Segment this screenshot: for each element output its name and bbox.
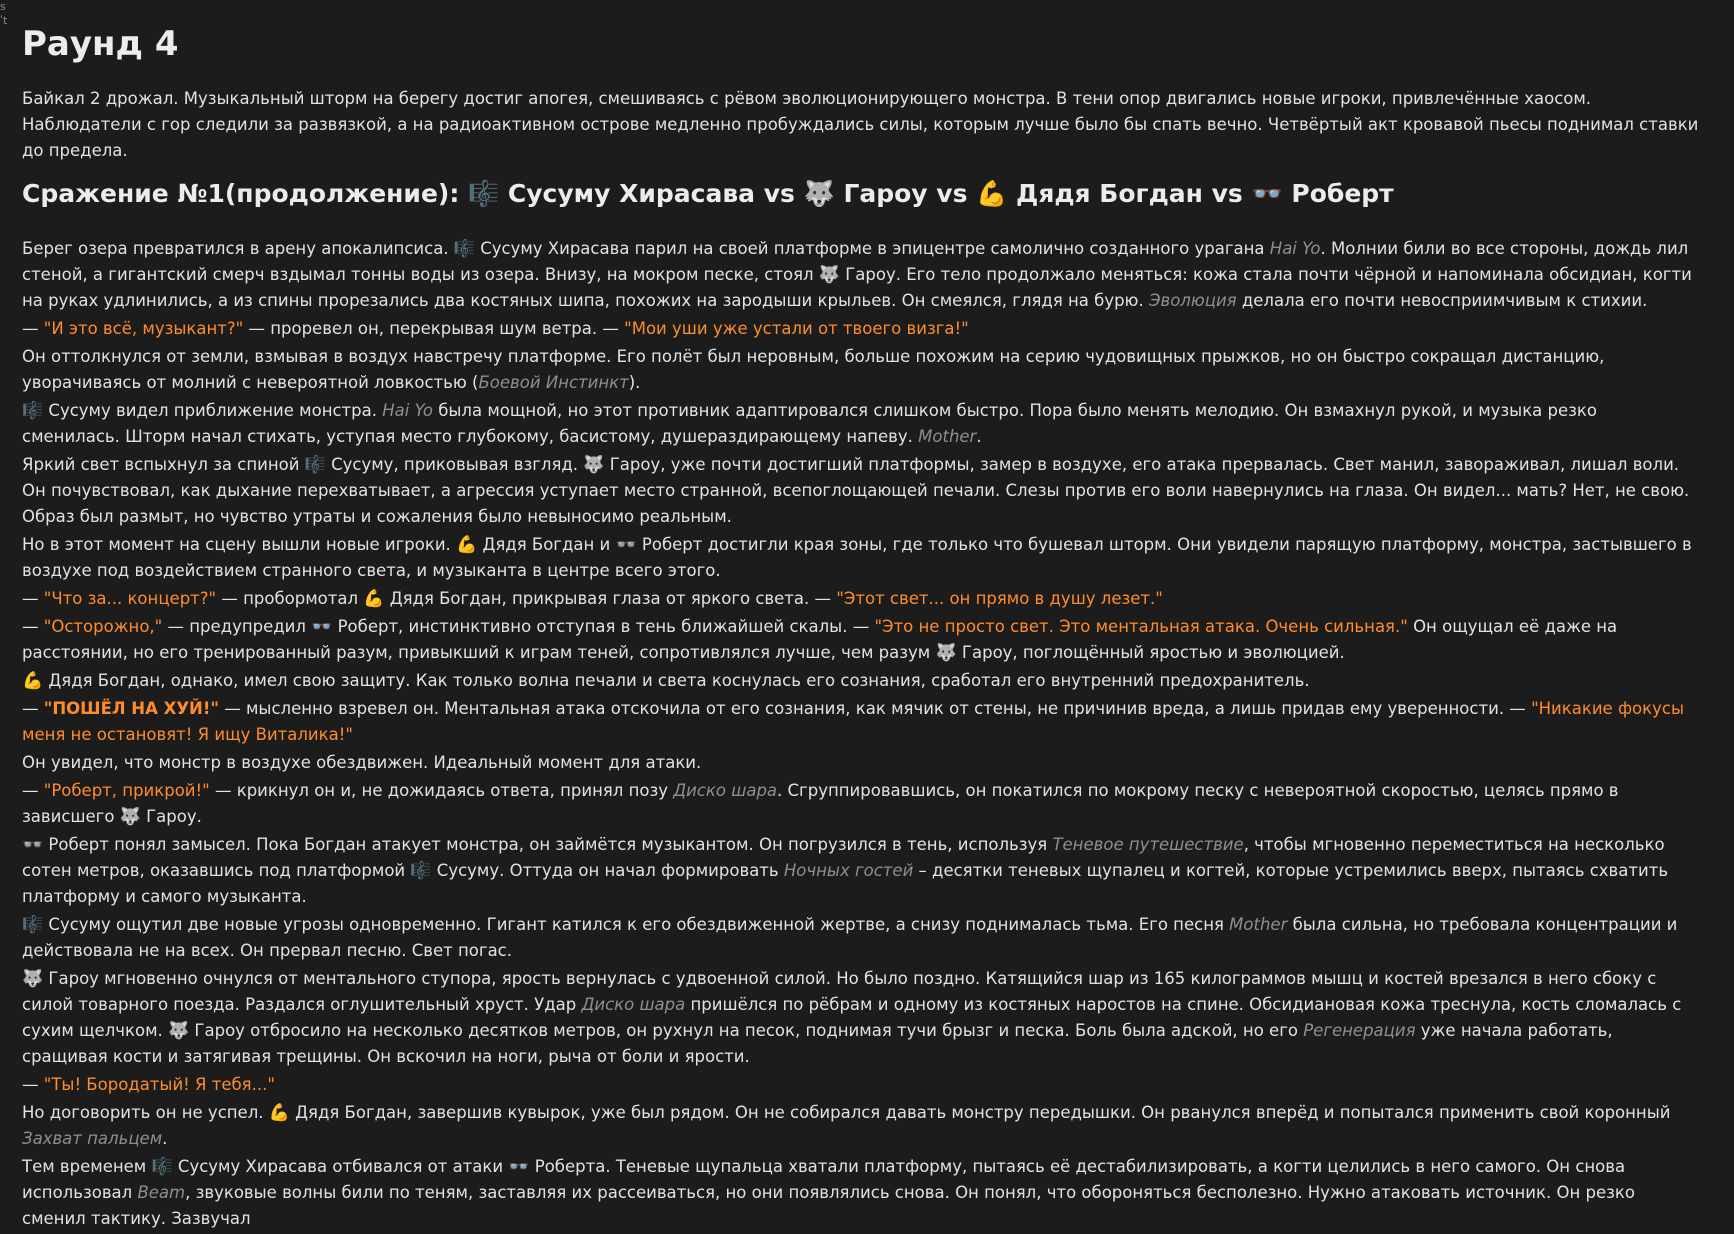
music-notes-icon: 🎼 [453, 239, 475, 259]
story-paragraph [22, 398, 1700, 450]
skill-name: Эволюция [1148, 291, 1237, 310]
text-run: делала его почти невосприимчивым к стихии. [1236, 291, 1648, 310]
speech-quote: "Этот свет... он прямо в душу лезет." [836, 589, 1163, 608]
wolf-icon: 🐺 [818, 265, 840, 285]
text-run: Роберт понял замысел. Пока Богдан атакует монстра, он займётся музыкантом. Он погрузился в тень, используя [43, 835, 1053, 854]
story-paragraph [22, 668, 1700, 694]
skill-name: Боевой Инстинкт [478, 373, 629, 392]
speech-quote: "Роберт, прикрой!" [43, 781, 210, 800]
skill-name: Диско шара [581, 995, 686, 1014]
text-run: ). [628, 373, 641, 392]
skill-name: Захват пальцем [22, 1129, 163, 1148]
text-run: Дядя Богдан, завершив кувырок, уже был рядом. Он не собирался давать монстру передышки. Он рванулся вперёд и попытался применить свой коронный [289, 1103, 1671, 1122]
speech-quote: "Что за... концерт?" [43, 589, 217, 608]
flexed-biceps-icon: 💪 [22, 671, 44, 691]
text-run: Сусуму, приковывая взгляд. [325, 455, 584, 474]
text-run: Тем временем [22, 1157, 152, 1176]
flexed-biceps-icon: 💪 [363, 589, 385, 609]
text-run: Сусуму ощутил две новые угрозы одновременно. Гигант катился к его обездвиженной жертве, а снизу поднималась тьма. Его песня [43, 915, 1230, 934]
text-run: Гароу. Его тело продолжало меняться: кожа стала почти чёрной и напоминала обсидиан, когти на руках удлинились, а из спины прорезались два костяных шипа, похожих на зародыши крыльев. Он смеялся, глядя на бурю. [22, 265, 1692, 310]
wolf-icon: 🐺 [168, 1021, 190, 1041]
wolf-icon: 🐺 [803, 179, 835, 208]
skill-name: Ночных гостей [783, 861, 914, 880]
wolf-icon: 🐺 [22, 969, 44, 989]
music-notes-icon: 🎼 [151, 1157, 173, 1177]
text-run: . Молнии били во все стороны, дождь лил стеной, а гигантский смерч вздымал тонны воды из озера. Внизу, на мокром песке, стоял [22, 239, 1689, 284]
text-run: Дядя Богдан vs [1007, 179, 1252, 208]
wolf-icon: 🐺 [119, 807, 141, 827]
text-run: Яркий свет вспыхнул за спиной [22, 455, 305, 474]
story-paragraph [22, 586, 1700, 612]
music-notes-icon: 🎼 [304, 455, 326, 475]
skill-name: Теневое путешествие [1052, 835, 1244, 854]
story-paragraph [22, 1100, 1700, 1152]
text-run: Сусуму. Оттуда он начал формировать [431, 861, 784, 880]
story-paragraph [22, 912, 1700, 964]
text-run: Дядя Богдан, однако, имел свою защиту. Как только волна печали и света коснулась его сознания, сработал его внутренний предохранитель. [43, 671, 1310, 690]
text-run: Гароу. [140, 807, 202, 826]
text-run: Дядя Богдан и [477, 535, 616, 554]
skill-name: Регенерация [1303, 1021, 1416, 1040]
text-run: Сусуму Хирасава отбивался от атаки [172, 1157, 509, 1176]
text-run: Роберт, инстинктивно отступая в тень ближайшей скалы. — [332, 617, 875, 636]
text-run: пришёлся по рёбрам и одному из костяных наростов на спине. Обсидиановая кожа треснула, кость сломалась с сухим щелчком. [22, 995, 1682, 1040]
text-run: Гароу отбросило на несколько десятков метров, он рухнул на песок, поднимая тучи брызг и песка. Боль была адской, но его [189, 1021, 1304, 1040]
glasses-icon: 👓 [311, 617, 333, 637]
flexed-biceps-icon: 💪 [976, 179, 1008, 208]
text-run: — [22, 781, 44, 800]
text-run: была сильна, но требовала концентрации и действовала не на всех. Он прервал песню. Свет погас. [22, 915, 1678, 960]
story-paragraph [22, 832, 1700, 910]
glasses-icon: 👓 [615, 535, 637, 555]
speech-quote: "Это не просто свет. Это ментальная атака. Очень сильная." [874, 617, 1408, 636]
text-run: — мысленно взревел он. Ментальная атака отскочила от его сознания, как мячик от стены, не причинив вреда, а лишь придав ему уверенности. — [218, 699, 1532, 718]
story-paragraph [22, 344, 1700, 396]
glasses-icon: 👓 [508, 1157, 530, 1177]
glasses-icon: 👓 [22, 835, 44, 855]
story-paragraph [22, 532, 1700, 584]
text-run: Гароу, поглощённый яростью и эволюцией. [956, 643, 1345, 662]
story-paragraph [22, 614, 1700, 666]
story-paragraph [22, 236, 1700, 314]
music-notes-icon: 🎼 [468, 179, 500, 208]
speech-quote: "И это всё, музыкант?" [43, 319, 244, 338]
skill-name: Beam [137, 1183, 186, 1202]
battle-heading [22, 174, 1700, 214]
text-run: Сусуму Хирасава vs [499, 179, 804, 208]
text-run: — [22, 1075, 44, 1094]
text-run: Он оттолкнулся от земли, взмывая в воздух навстречу платформе. Его полёт был неровным, больше похожим на серию чудовищных прыжков, но он быстро сокращал дистанцию, уворачиваясь от молний с невероятной ловкостью ( [22, 347, 1605, 392]
glasses-icon: 👓 [1251, 179, 1283, 208]
flexed-biceps-icon: 💪 [268, 1103, 290, 1123]
speech-quote: "Осторожно," [43, 617, 163, 636]
text-run: — [22, 319, 44, 338]
text-run: Но в этот момент на сцену вышли новые игроки. [22, 535, 457, 554]
text-run: Роберта. Теневые щупальца хватали платформу, пытаясь её дестабилизировать, а когти целились в него самого. Он снова использовал [22, 1157, 1626, 1202]
text-run: Он ощущал её даже на расстоянии, но его тренированный разум, привыкший к играм теней, сопротивлялся лучше, чем разум [22, 617, 1618, 662]
text-run: Но договорить он не успел. [22, 1103, 269, 1122]
page-title: Раунд 4 [22, 24, 179, 64]
speech-quote: "ПОШЁЛ НА ХУЙ!" [43, 699, 219, 718]
cropped-corner-text: s ʹt [0, 0, 8, 27]
story-body [22, 236, 1700, 1232]
story-paragraph [22, 316, 1700, 342]
text-run: Берег озера превратился в арену апокалипсиса. [22, 239, 454, 258]
text-run: . [976, 427, 982, 446]
skill-name: Mother [1229, 915, 1288, 934]
text-run: Гароу мгновенно очнулся от ментального ступора, ярость вернулась с удвоенной силой. Но было поздно. Катящийся шар из 165 килограммов мышц и костей врезался в него сбоку с силой товарного поезда. Раздался оглушительный хруст. Удар [22, 969, 1657, 1014]
flexed-biceps-icon: 💪 [456, 535, 478, 555]
text-run: Роберт достигли края зоны, где только что бушевал шторм. Они увидели парящую платформу, монстра, застывшего в воздухе под воздействием странного света, и музыканта в центре всего этого. [22, 535, 1692, 580]
text-run: . [162, 1129, 168, 1148]
story-paragraph [22, 750, 1700, 776]
speech-quote: "Мои уши уже устали от твоего визга!" [624, 319, 969, 338]
text-run: , звуковые волны били по теням, заставляя их рассеиваться, но они появлялись снова. Он понял, что обороняться бесполезно. Нужно атаковать источник. Он резко сменил тактику. Зазвучал [22, 1183, 1635, 1228]
text-run: , чтобы мгновенно переместиться на несколько сотен метров, оказавшись под платформой [22, 835, 1665, 880]
text-run: Дядя Богдан, прикрывая глаза от яркого света. — [384, 589, 837, 608]
skill-name: Mother [918, 427, 977, 446]
text-run: Сусуму Хирасава парил на своей платформе в эпицентре самолично созданного урагана [474, 239, 1270, 258]
text-run: Роберт [1282, 179, 1394, 208]
music-notes-icon: 🎼 [410, 861, 432, 881]
text-run: Сражение №1(продолжение): [22, 179, 469, 208]
wolf-icon: 🐺 [583, 455, 605, 475]
story-paragraph [22, 452, 1700, 530]
text-run: – десятки теневых щупалец и когтей, которые устремились вверх, пытаясь схватить платформу и самого музыканта. [22, 861, 1669, 906]
story-paragraph [22, 696, 1700, 748]
text-run: Гароу vs [834, 179, 977, 208]
text-run: — пробормотал [216, 589, 364, 608]
music-notes-icon: 🎼 [22, 915, 44, 935]
story-paragraph [22, 966, 1700, 1070]
text-run: — [22, 617, 44, 636]
skill-name: Hai Yo [382, 401, 433, 420]
speech-quote: "Никакие фокусы меня не остановят! Я ищу Виталика!" [22, 699, 1684, 744]
text-run: — проревел он, перекрывая шум ветра. — [243, 319, 625, 338]
text-run: — предупредил [162, 617, 312, 636]
skill-name: Диско шара [673, 781, 778, 800]
story-paragraph [22, 1154, 1700, 1232]
text-run: — крикнул он и, не дожидаясь ответа, принял позу [209, 781, 674, 800]
text-run: Сусуму видел приближение монстра. [43, 401, 383, 420]
text-run: была мощной, но этот противник адаптировался слишком быстро. Пора было менять мелодию. Он взмахнул рукой, и музыка резко сменилась. Шторм начал стихать, уступая место глубокому, басистому, душераздирающему напеву. [22, 401, 1597, 446]
wolf-icon: 🐺 [935, 643, 957, 663]
text-run: Гароу, уже почти достигший платформы, замер в воздухе, его атака прервалась. Свет манил, завораживал, лишал воли. Он почувствовал, как дыхание перехватывает, а агрессия уступает место странной, всепоглощающей печали. Слезы против его воли навернулись на глаза. Он видел... мать? Нет, не свою. Образ был размыт, но чувство утраты и сожаления было невыносимо реальным. [22, 455, 1690, 526]
skill-name: Hai Yo [1269, 239, 1321, 258]
text-run: Он увидел, что монстр в воздухе обездвижен. Идеальный момент для атаки. [22, 753, 702, 772]
story-paragraph [22, 778, 1700, 830]
intro-paragraph: Байкал 2 дрожал. Музыкальный шторм на берегу достиг апогея, смешиваясь с рёвом эволюционирующего монстра. В тени опор двигались новые игроки, привлечённые хаосом. Наблюдатели с гор следили за развязкой, а на радиоактивном острове медленно пробуждались силы, которым лучше было бы спать вечно. Четвёртый акт кровавой пьесы поднимал ставки до предела. [22, 89, 1699, 160]
text-run: уже начала работать, сращивая кости и затягивая трещины. Он вскочил на ноги, рыча от боли и ярости. [22, 1021, 1613, 1066]
story-paragraph [22, 1072, 1700, 1098]
speech-quote: "Ты! Бородатый! Я тебя..." [43, 1075, 275, 1094]
chapter-content [22, 18, 1700, 1234]
text-run: — [22, 589, 44, 608]
music-notes-icon: 🎼 [22, 401, 44, 421]
text-run: — [22, 699, 44, 718]
text-run: . Сгруппировавшись, он покатился по мокрому песку с невероятной скоростью, целясь прямо в зависшего [22, 781, 1619, 826]
